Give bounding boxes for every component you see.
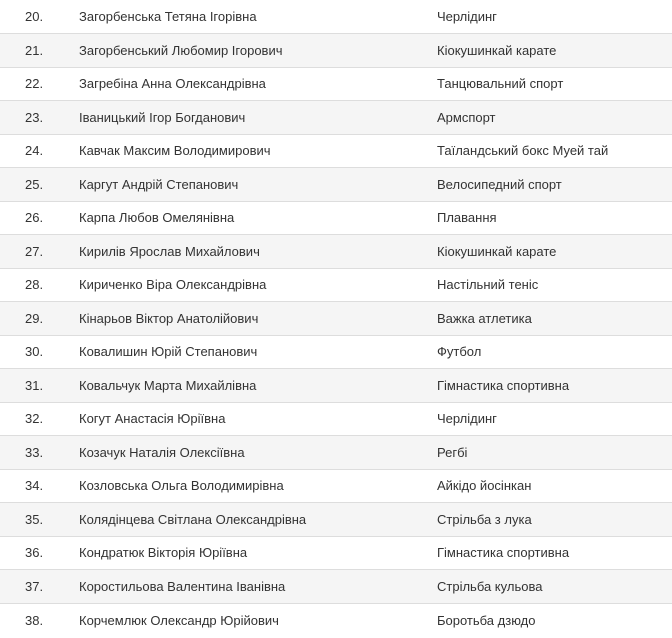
- athlete-name-cell: Загребіна Анна Олександрівна: [79, 67, 437, 101]
- sport-cell: Стрільба з лука: [437, 503, 672, 537]
- row-number-cell: 28.: [0, 268, 79, 302]
- sport-cell: Стрільба кульова: [437, 570, 672, 604]
- row-number-cell: 35.: [0, 503, 79, 537]
- athlete-name-cell: Кавчак Максим Володимирович: [79, 134, 437, 168]
- row-number-cell: 32.: [0, 402, 79, 436]
- sport-cell: Айкідо йосінкан: [437, 469, 672, 503]
- sport-cell: Кіокушинкай карате: [437, 34, 672, 68]
- table-row: [0, 503, 672, 537]
- table-row: [0, 369, 672, 403]
- athlete-name-cell: Кириченко Віра Олександрівна: [79, 268, 437, 302]
- row-number-cell: 22.: [0, 67, 79, 101]
- row-number-cell: 37.: [0, 570, 79, 604]
- athlete-name-cell: Карпа Любов Омелянівна: [79, 201, 437, 235]
- athlete-name-cell: Колядінцева Світлана Олександрівна: [79, 503, 437, 537]
- sport-cell: Настільний теніс: [437, 268, 672, 302]
- table-row: [0, 235, 672, 269]
- athlete-name-cell: Когут Анастасія Юріївна: [79, 402, 437, 436]
- sport-cell: Таїландський бокс Муей тай: [437, 134, 672, 168]
- row-number-cell: 26.: [0, 201, 79, 235]
- table-row: [0, 0, 672, 34]
- row-number-cell: 23.: [0, 101, 79, 135]
- table-row: [0, 536, 672, 570]
- athlete-name-cell: Ковальчук Марта Михайлівна: [79, 369, 437, 403]
- sport-cell: Черлідинг: [437, 9, 497, 24]
- row-number-cell: 20.: [25, 9, 44, 24]
- sport-cell: Футбол: [437, 335, 672, 369]
- row-number-cell: 31.: [0, 369, 79, 403]
- athlete-name-cell: Коростильова Валентина Іванівна: [79, 570, 437, 604]
- sport-cell: Плавання: [437, 201, 672, 235]
- table-row: [0, 603, 672, 637]
- athlete-name-cell: Іваницький Ігор Богданович: [79, 101, 437, 135]
- sport-cell: Кіокушинкай карате: [437, 235, 672, 269]
- athlete-name-cell: Ковалишин Юрій Степанович: [79, 335, 437, 369]
- row-number-cell: 25.: [0, 168, 79, 202]
- table-row: [0, 201, 672, 235]
- row-number-cell: 33.: [0, 436, 79, 470]
- table-row: [0, 134, 672, 168]
- row-number-cell: 24.: [0, 134, 79, 168]
- row-number-cell: 21.: [0, 34, 79, 68]
- athlete-name-cell: Кінарьов Віктор Анатолійович: [79, 302, 437, 336]
- sport-cell: Велосипедний спорт: [437, 168, 672, 202]
- table-row: [0, 67, 672, 101]
- athlete-name-cell: Кирилів Ярослав Михайлович: [79, 235, 437, 269]
- row-number-cell: 34.: [0, 469, 79, 503]
- athlete-name-cell: Козачук Наталія Олексіївна: [79, 436, 437, 470]
- row-number-cell: 29.: [0, 302, 79, 336]
- table-row: [0, 335, 672, 369]
- sport-cell: Регбі: [437, 436, 672, 470]
- sport-cell: Черлідинг: [437, 402, 672, 436]
- row-number-cell: 27.: [0, 235, 79, 269]
- row-number-cell: 38.: [0, 603, 79, 637]
- table-row: [0, 268, 672, 302]
- table-row: [0, 34, 672, 68]
- row-number-cell: 30.: [0, 335, 79, 369]
- table-row: [0, 570, 672, 604]
- athlete-name-cell: Корчемлюк Олександр Юрійович: [79, 603, 437, 637]
- row-number-cell: 36.: [0, 536, 79, 570]
- table-row: [0, 101, 672, 135]
- table-row: [0, 168, 672, 202]
- table-row: [0, 302, 672, 336]
- athlete-name-cell: Каргут Андрій Степанович: [79, 168, 437, 202]
- table-row: [0, 436, 672, 470]
- athlete-name-cell: Козловська Ольга Володимирівна: [79, 469, 437, 503]
- sport-cell: Танцювальний спорт: [437, 67, 672, 101]
- sport-cell: Важка атлетика: [437, 302, 672, 336]
- sport-cell: Армспорт: [437, 101, 672, 135]
- sport-cell: Боротьба дзюдо: [437, 603, 672, 637]
- athlete-name-cell: Загорбенський Любомир Ігорович: [79, 34, 437, 68]
- athlete-name-cell: Загорбенська Тетяна Ігорівна: [79, 9, 257, 24]
- sport-cell: Гімнастика спортивна: [437, 369, 672, 403]
- table-row: [0, 469, 672, 503]
- athlete-name-cell: Кондратюк Вікторія Юріївна: [79, 536, 437, 570]
- table-row: [0, 402, 672, 436]
- sport-cell: Гімнастика спортивна: [437, 536, 672, 570]
